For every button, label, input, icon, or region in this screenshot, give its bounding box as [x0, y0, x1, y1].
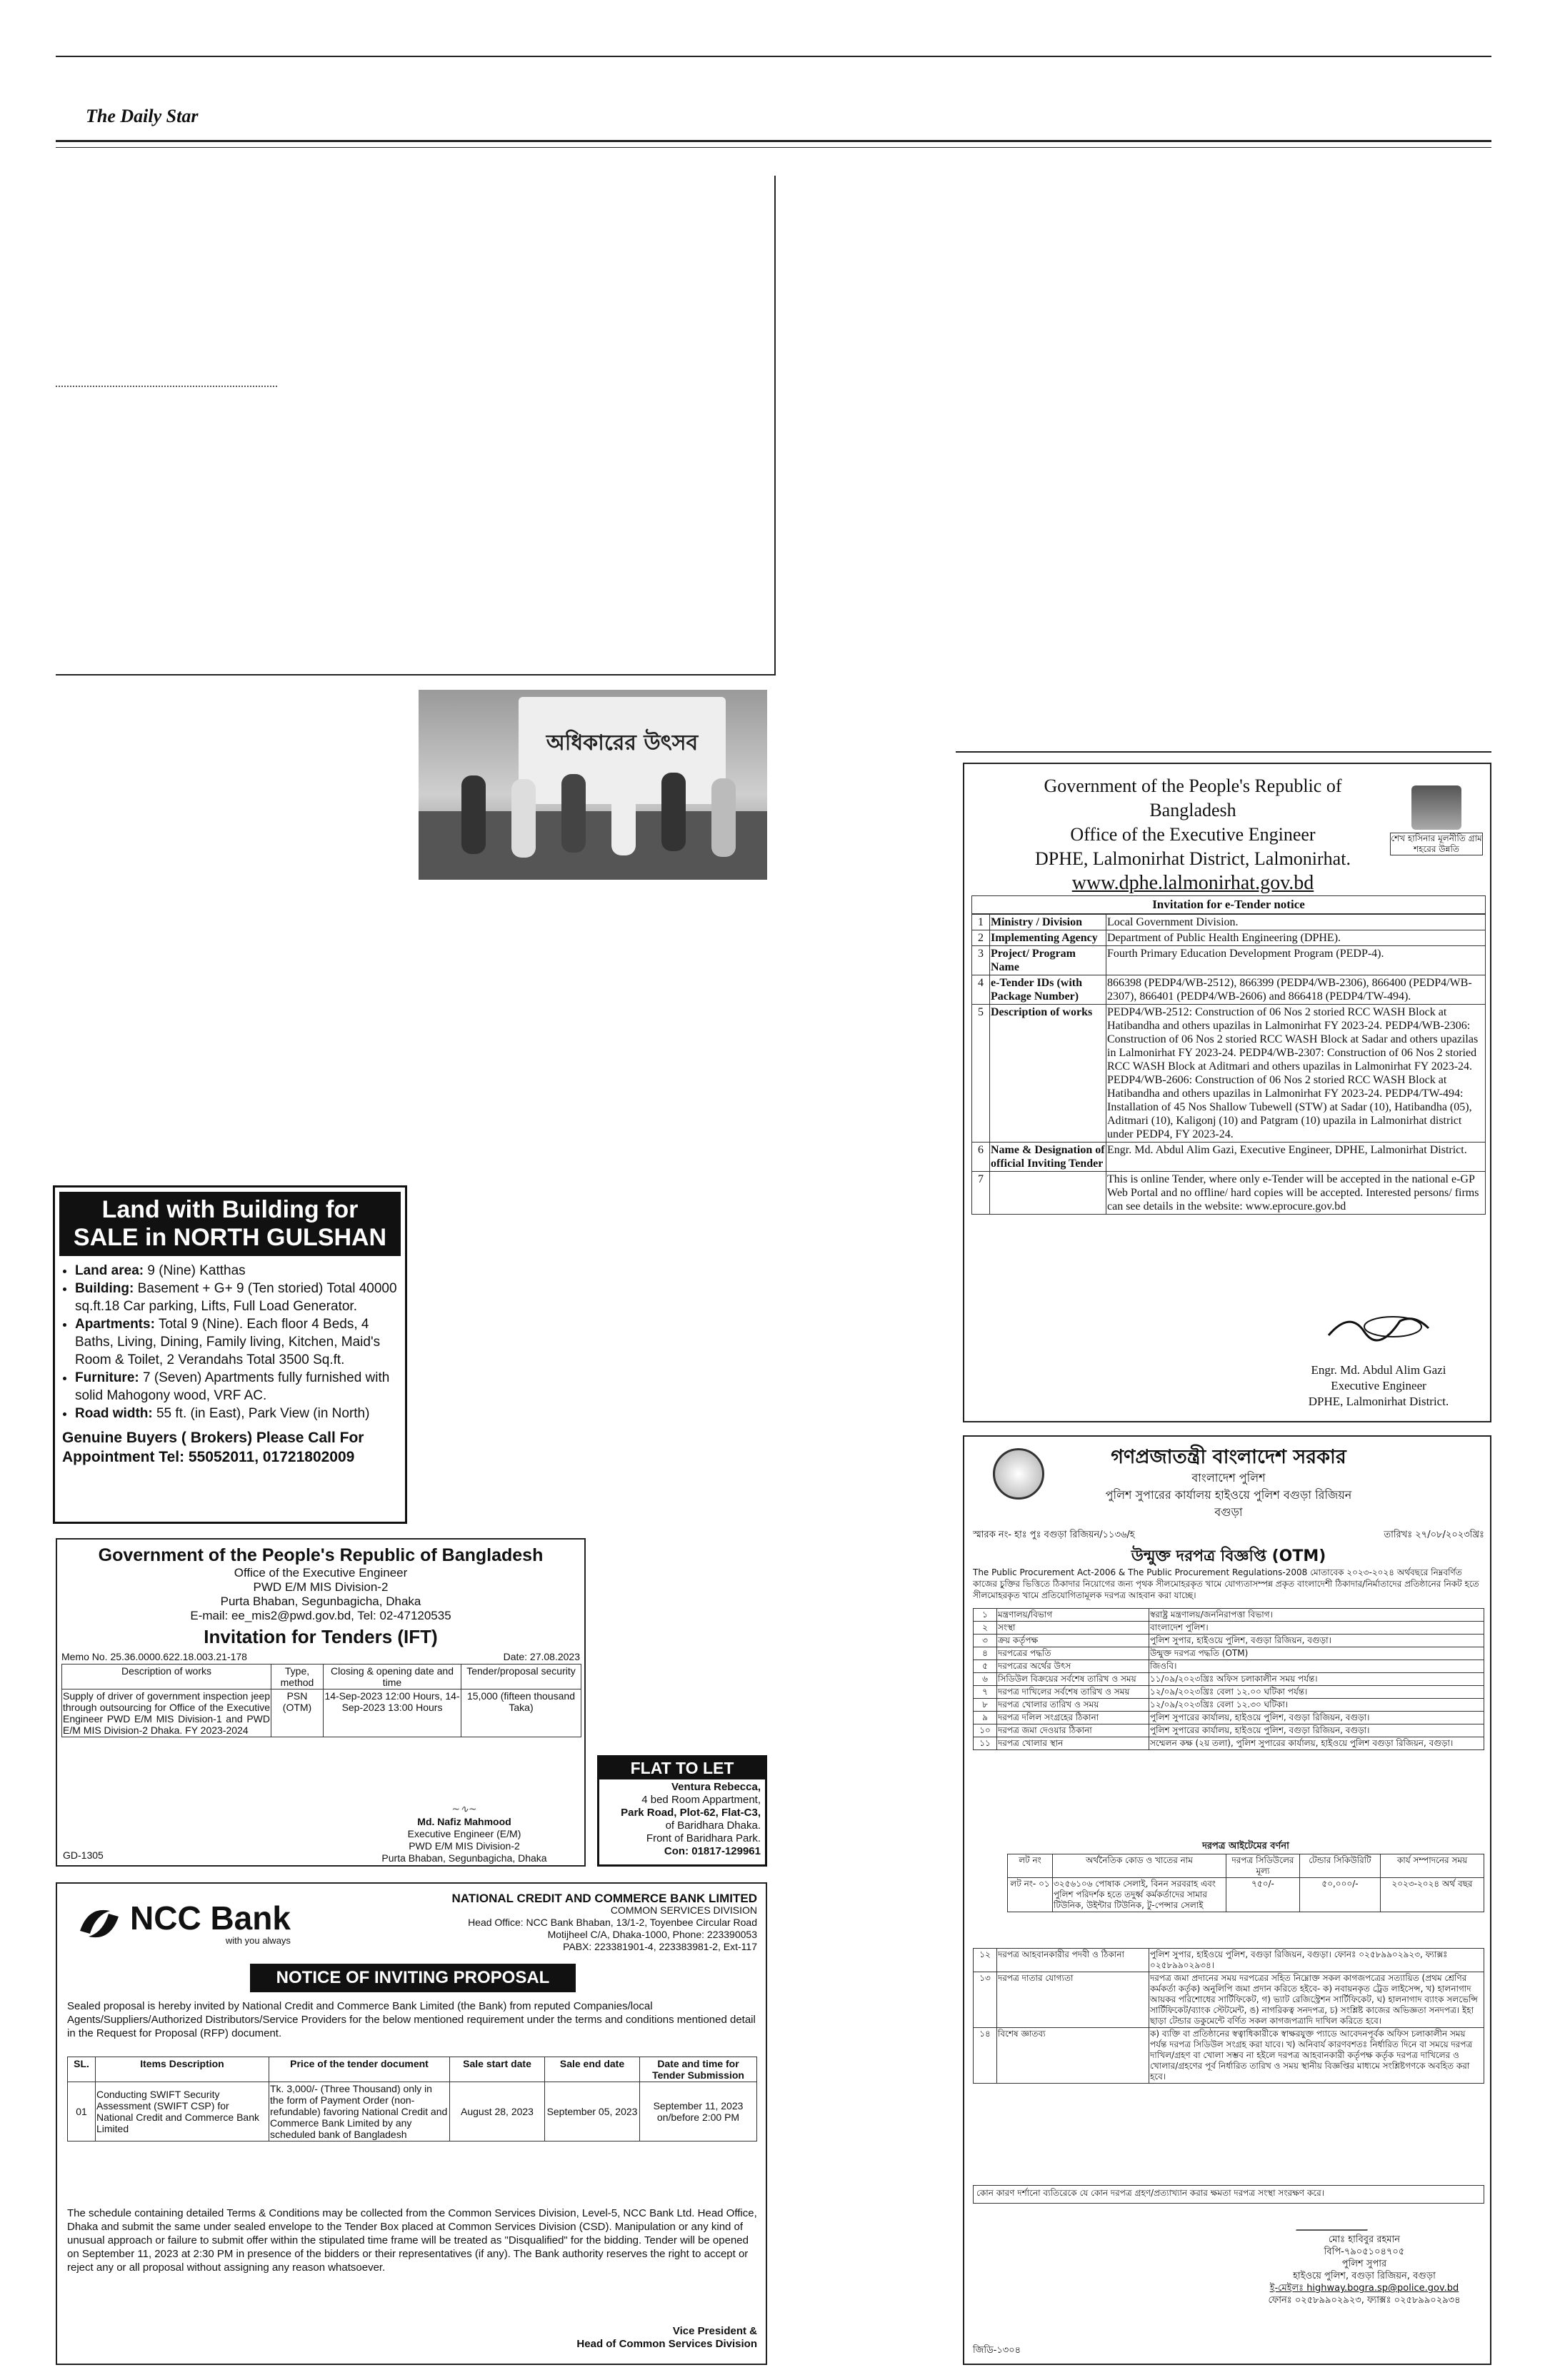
th-code: অর্থনৈতিক কোড ও খাতের নাম: [1053, 1854, 1226, 1878]
list-item: [75, 1369, 398, 1405]
cell: e-Tender IDs (with Package Number): [990, 975, 1106, 1005]
flat-address: Park Road, Plot-62, Flat-C3,: [621, 1807, 761, 1819]
th-price: Price of the tender document: [269, 2057, 450, 2082]
table-row: [974, 1609, 1484, 1622]
cell: দরপত্র আহবানকারীর পদবী ও ঠিকানা: [997, 1949, 1149, 1972]
cell: Engr. Md. Abdul Alim Gazi, Executive Engineer, DPHE, Lalmonirhat District.: [1106, 1143, 1486, 1172]
th-dates: Closing & opening date and time: [324, 1665, 461, 1689]
ncc-address-2: Motijheel C/A, Dhaka-1000, Phone: 223390053: [547, 1929, 757, 1940]
table-row: [974, 1737, 1484, 1750]
th-description: Description of works: [62, 1665, 271, 1689]
police-date: তারিখঃ ২৭/০৮/২০২৩খ্রিঃ: [1384, 1530, 1484, 1540]
pwd-date: Date: 27.08.2023: [503, 1651, 580, 1662]
cell: Tk. 3,000/- (Three Thousand) only in the form of Payment Order (non-refundable) favoring National Credit and Commerce Bank Limited by any scheduled bank of Bangladesh: [269, 2082, 450, 2142]
table-row: [974, 1647, 1484, 1660]
flat-area: of Baridhara Dhaka.: [665, 1819, 761, 1832]
police-table-2: [973, 1948, 1484, 2084]
cell: ৩: [974, 1635, 997, 1647]
police-heading: উন্মুক্ত দরপত্র বিজ্ঞপ্তি (OTM): [1131, 1547, 1326, 1565]
table-row: [974, 1712, 1484, 1724]
pwd-sig-title: Executive Engineer (E/M): [407, 1828, 521, 1839]
cell: 3: [972, 946, 990, 975]
pwd-code: GD-1305: [63, 1849, 104, 1861]
table-row: [972, 1143, 1486, 1172]
table-row: [972, 946, 1486, 975]
cell: ৯: [974, 1712, 997, 1724]
ncc-bank-ad: [56, 1882, 767, 2365]
list-item: [75, 1315, 398, 1369]
police-note: কোন কারণ দর্শানো ব্যতিরেকে যে কোন দরপত্র গ্রহণ/প্রত্যাখ্যান করার ক্ষমতা দরপত্র সংস্থা সংরক্ষণ করে।: [973, 2185, 1484, 2204]
cell: August 28, 2023: [450, 2082, 545, 2142]
dphe-office: Office of the Executive Engineer: [1070, 824, 1316, 845]
pwd-contact: E-mail: ee_mis2@pwd.gov.bd, Tel: 02-47120535: [190, 1609, 451, 1622]
police-emblem-icon: [993, 1448, 1044, 1500]
list-item-label: Apartments:: [75, 1317, 155, 1332]
table-row: [974, 1686, 1484, 1699]
cell: [990, 1172, 1106, 1215]
cell: লট নং- ০১: [1008, 1878, 1053, 1912]
cell: জিওবি।: [1149, 1660, 1484, 1673]
table-row: [974, 1673, 1484, 1686]
dotted-divider: [56, 386, 277, 387]
cell: দরপত্রের অর্থের উৎস: [997, 1660, 1149, 1673]
th-security: টেন্ডার সিকিউরিটি: [1300, 1854, 1381, 1878]
cell: সিডিউল বিক্রয়ের সর্বশেষ তারিখ ও সময়: [997, 1673, 1149, 1686]
pwd-address: Purta Bhaban, Segunbagicha, Dhaka: [220, 1595, 421, 1608]
list-item-text: 55 ft. (in East), Park View (in North): [152, 1406, 370, 1421]
pwd-heading: Invitation for Tenders (IFT): [204, 1626, 438, 1647]
cell: 2: [972, 930, 990, 946]
pwd-signature: ~∿~: [451, 1804, 477, 1815]
dphe-gov: Government of the People's Republic of Bangladesh: [1044, 775, 1342, 820]
flat-landmark: Front of Baridhara Park.: [646, 1832, 761, 1844]
cell: ৭: [974, 1686, 997, 1699]
th-type: Type, method: [271, 1665, 324, 1689]
portrait-icon: [1411, 785, 1461, 830]
cell: Supply of driver of government inspection jeep through outsourcing for Office of the Executive Engineer PWD E/M MIS Division-1 and PWD E/M MIS Division-2 Dhaka. FY 2023-2024: [63, 1690, 270, 1736]
cell: ১৩: [974, 1972, 997, 2028]
cell: ১৪: [974, 2028, 997, 2084]
cell: সম্মেলন কক্ষ (২য় তলা), পুলিশ সুপারের কার্যালয়, হাইওয়ে পুলিশ বগুড়া রিজিয়ন, বগুড়া।: [1149, 1737, 1484, 1750]
ncc-footer: The schedule containing detailed Terms & Conditions may be collected from the Common Services Division, Level-5, NCC Bank Ltd. Head Office, Dhaka and submit the same under sealed envelope to the Tender Box placed at Common Services Division (CSD). Manipulation or any kind of unusual approach or failure to submit offer within the stipulated time frame will be treated as "Disqualified" for the bidding. Tender will be opened on September 11, 2023 at 2:30 PM in presence of the bidders or their representatives (if any). The Bank authority reserves the right to accept or reject any or all proposal without assigning any reason whatsoever.: [67, 2207, 757, 2274]
ncc-division: COMMON SERVICES DIVISION: [610, 1904, 757, 1916]
police-table: [973, 1608, 1484, 1750]
cell: Description of works: [990, 1005, 1106, 1143]
cell: ১২/০৯/২০২৩খ্রিঃ বেলা ১২.০০ ঘটিকা পর্যন্ত।: [1149, 1686, 1484, 1699]
police-signature-icon: [1296, 2208, 1376, 2231]
cell: ১২: [974, 1949, 997, 1972]
cell: ক্রয় কর্তৃপক্ষ: [997, 1635, 1149, 1647]
dphe-website: www.dphe.lalmonirhat.gov.bd: [1071, 872, 1314, 894]
pwd-sig-name: Md. Nafiz Mahmood: [417, 1816, 511, 1827]
table-row: [974, 1699, 1484, 1712]
dphe-district: DPHE, Lalmonirhat District, Lalmonirhat.: [1035, 848, 1351, 869]
table-row: [972, 1172, 1486, 1215]
cell: উন্মুক্ত দরপত্র পদ্ধতি (OTM): [1149, 1647, 1484, 1660]
dphe-sig-title: Executive Engineer: [1331, 1379, 1426, 1392]
cell: ৭৫০/-: [1226, 1878, 1300, 1912]
th-sale-start: Sale start date: [450, 2057, 545, 2082]
police-sig-office: হাইওয়ে পুলিশ, বগুড়া রিজিয়ন, বগুড়া: [1293, 2271, 1436, 2281]
cell: ১১: [974, 1737, 997, 1750]
cell: PEDP4/WB-2512: Construction of 06 Nos 2 storied RCC WASH Block at Hatibandha and others upazilas in Lalmonirhat FY 2023-24. PEDP4/WB-2306: Construction of 06 Nos 2 storied RCC WASH Block at Sadar and others upazilas in Lalmonirhat FY 2023-24. PEDP4/WB-2307: Construction of 06 Nos 2 storied RCC WASH Block at Aditmari and others upazilas in Lalmonirhat FY 2023-24. PEDP4/WB-2606: Construction of 06 Nos 2 storied RCC WASH Block at Hatibandha and others upazilas in Lalmonirhat FY 2023-24. PEDP4/TW-494: Installation of 45 Nos Shallow Tubewell (STW) at Sadar (10), Hatibandha (05), Aditmari (10), Kaligonj (10) and Patgram (10) upazila in Lalmonirhat district under PEDP4, FY 2023-24.: [1106, 1005, 1486, 1143]
th-sale-end: Sale end date: [545, 2057, 640, 2082]
cell: Conducting SWIFT Security Assessment (SWIFT CSP) for National Credit and Commerce Bank Limited: [96, 2082, 269, 2142]
police-sig-name: মোঃ হাবিবুর রহমান: [1328, 2234, 1401, 2245]
cell: ১২/০৯/২০২৩খ্রিঃ বেলা ১২.৩০ ঘটিকা।: [1149, 1699, 1484, 1712]
ncc-address-3: PABX: 223381901-4, 223383981-2, Ext-117: [563, 1941, 757, 1952]
table-row: [972, 975, 1486, 1005]
pwd-division: PWD E/M MIS Division-2: [253, 1580, 389, 1594]
land-ad-features: [62, 1262, 398, 1422]
land-ad-cta: Genuine Buyers ( Brokers) Please Call For Appointment Tel: 55052011, 01721802009: [62, 1430, 364, 1465]
cell: Ministry / Division: [990, 915, 1106, 930]
ncc-banner-text: NOTICE OF INVITING PROPOSAL: [276, 1968, 550, 1987]
flat-type: 4 bed Room Appartment,: [641, 1794, 761, 1806]
police-intro: The Public Procurement Act-2006 & The Public Procurement Regulations-2008 মোতাবেক ২০২৩-২০২৪ অর্থবছরে নিম্নবর্ণিত কাজের চুক্তির ভিত্তিতে ঠিকাদার নিয়োগের জন্য পৃথক সীলমোহরকৃত খামে যোগ্যতাসম্পন্ন প্রকৃত বাংলাদেশী ঠিকাদার/নির্মাতাদের প্রতিষ্ঠানের নিকট হতে সীলমোহরকৃত খামে প্রতিযোগিতামূলক দরপত্র আহবান করা যাচ্ছে।: [973, 1567, 1479, 1600]
land-ad-heading: Land with Building for SALE in NORTH GULSHAN: [59, 1192, 401, 1256]
pwd-title: Government of the People's Republic of Bangladesh: [98, 1545, 544, 1565]
list-item: [75, 1405, 398, 1422]
cell: ২০২৩-২০২৪ অর্থ বছর: [1381, 1878, 1484, 1912]
cell: 866398 (PEDP4/WB-2512), 866399 (PEDP4/WB-2306), 866400 (PEDP4/WB-2307), 866401 (PEDP4/WB-2606) and 866418 (PEDP4/TW-494).: [1106, 975, 1486, 1005]
cell: Implementing Agency: [990, 930, 1106, 946]
cell: দরপত্রের পদ্ধতি: [997, 1647, 1149, 1660]
ncc-sig-2: Head of Common Services Division: [576, 2338, 757, 2350]
police-otm-ad: [963, 1435, 1491, 2365]
flat-building: Ventura Rebecca,: [671, 1781, 761, 1793]
police-items-table: [1007, 1854, 1484, 1912]
list-item-text: 9 (Nine) Katthas: [144, 1263, 246, 1278]
dphe-sig-name: Engr. Md. Abdul Alim Gazi: [1311, 1363, 1446, 1377]
cell: স্বরাষ্ট্র মন্ত্রণালয়/জননিরাপত্তা বিভাগ।: [1149, 1609, 1484, 1622]
cell: Project/ Program Name: [990, 946, 1106, 975]
cell: দরপত্র দলিল সংগ্রহের ঠিকানা: [997, 1712, 1149, 1724]
list-item-label: Building:: [75, 1281, 134, 1296]
cell: দরপত্র খোলার স্থান: [997, 1737, 1149, 1750]
cell: ১: [974, 1609, 997, 1622]
cell: ৫০,০০০/-: [1300, 1878, 1381, 1912]
table-row: [62, 1689, 581, 1737]
ncc-logo-text: NCC Bank: [130, 1899, 291, 1937]
banner-text: অধিকারের উৎসব: [546, 730, 699, 755]
cell: ৩২৫৬১০৬ পোষাক সেলাই, বিনন সরবরাহ এবং পুলিশ পরিদর্শক হতে তদুর্ধ্ব কর্মকর্তাদের সামার টিউনিক, উইন্টার টিউনিক, টু-পেন্সার সেলাই: [1053, 1878, 1226, 1912]
cell: সংস্থা: [997, 1622, 1149, 1635]
cell: 5: [972, 1005, 990, 1143]
dphe-logo-caption: শেখ হাসিনার মূলনীতি গ্রাম শহরের উন্নতি: [1391, 833, 1482, 854]
ncc-tagline: with you always: [225, 1935, 291, 1946]
cell: This is online Tender, where only e-Tender will be accepted in the national e-GP Web Portal and no offline/ hard copies will be accepted. Interested persons/ firms can see details in the website: www.eprocure.gov.bd: [1106, 1172, 1486, 1215]
pwd-sig-division: PWD E/M MIS Division-2: [409, 1840, 520, 1852]
ncc-org: NATIONAL CREDIT AND COMMERCE BANK LIMITED: [451, 1892, 757, 1905]
list-item: [75, 1280, 398, 1315]
cell: 6: [972, 1143, 990, 1172]
table-row: [974, 1660, 1484, 1673]
th-duration: কার্য সম্পাদনের সময়: [1381, 1854, 1484, 1878]
cell: September 11, 2023 on/before 2:00 PM: [640, 2082, 757, 2142]
cell: ৫: [974, 1660, 997, 1673]
table-row: [972, 1005, 1486, 1143]
cell: ৬: [974, 1673, 997, 1686]
flat-heading: FLAT TO LET: [599, 1757, 765, 1779]
column-divider: [774, 176, 776, 676]
cell: পুলিশ সুপার, হাইওয়ে পুলিশ, বগুড়া রিজিয়ন, বগুড়া।: [1149, 1635, 1484, 1647]
table-row: [974, 1724, 1484, 1737]
police-email: ই-মেইলঃ highway.bogra.sp@police.gov.bd: [1269, 2283, 1459, 2294]
cell: ১১/০৯/২০২৩খ্রিঃ অফিস চলাকালীন সময় পর্যন্ত।: [1149, 1673, 1484, 1686]
cell: পুলিশ সুপারের কার্যালয়, হাইওয়ে পুলিশ, বগুড়া রিজিয়ন, বগুড়া।: [1149, 1712, 1484, 1724]
event-photo: [419, 690, 767, 880]
cell: মন্ত্রণালয়/বিভাগ: [997, 1609, 1149, 1622]
list-item-text: Total 9 (Nine). Each floor 4 Beds, 4 Baths, Living, Dining, Family living, Kitchen, Maid's Room & Toilet, 2 Verandahs Total 3500 Sq.ft.: [75, 1317, 381, 1367]
cell: 14-Sep-2023 12:00 Hours, 14-Sep-2023 13:00 Hours: [324, 1689, 461, 1737]
pwd-memo: Memo No. 25.36.0000.622.18.003.21-178: [61, 1651, 247, 1662]
cell: দরপত্র জমা দেওয়ার ঠিকানা: [997, 1724, 1149, 1737]
cell: পুলিশ সুপারের কার্যালয়, হাইওয়ে পুলিশ, বগুড়া রিজিয়ন, বগুড়া।: [1149, 1724, 1484, 1737]
table-row: [974, 1635, 1484, 1647]
list-item-label: Land area:: [75, 1263, 144, 1278]
cell: ১০: [974, 1724, 997, 1737]
dphe-sig-office: DPHE, Lalmonirhat District.: [1308, 1395, 1449, 1408]
list-item-label: Furniture:: [75, 1370, 139, 1385]
list-item-text: 7 (Seven) Apartments fully furnished with solid Mahogony wood, VRF AC.: [75, 1370, 390, 1403]
signature-icon: [1321, 1307, 1436, 1350]
dphe-logo: [1390, 785, 1483, 871]
th-submission: Date and time for Tender Submission: [640, 2057, 757, 2082]
cell: Name & Designation of official Inviting Tender: [990, 1143, 1106, 1172]
th-item: Items Description: [96, 2057, 269, 2082]
table-row: [68, 2082, 757, 2142]
pwd-sig-address: Purta Bhaban, Segunbagicha, Dhaka: [381, 1852, 547, 1864]
police-code: জিডি-১৩০৪: [973, 2345, 1021, 2356]
cell: 15,000 (fifteen thousand Taka): [461, 1689, 581, 1737]
ncc-sig-1: Vice President &: [672, 2325, 757, 2337]
flat-contact: Con: 01817-129961: [664, 1845, 761, 1857]
ncc-logo-icon: [74, 1902, 124, 1945]
list-item: [75, 1262, 398, 1280]
cell: PSN (OTM): [271, 1689, 324, 1737]
cell: Department of Public Health Engineering (DPHE).: [1106, 930, 1486, 946]
dphe-signature: [1321, 1307, 1436, 1350]
cell: Fourth Primary Education Development Program (PEDP-4).: [1106, 946, 1486, 975]
cell: ২: [974, 1622, 997, 1635]
list-item-label: Road width:: [75, 1406, 153, 1421]
th-sl: SL.: [68, 2057, 96, 2082]
police-city: বগুড়া: [1214, 1505, 1243, 1519]
table-row: [974, 1949, 1484, 1972]
cell: 4: [972, 975, 990, 1005]
cell: পুলিশ সুপার, হাইওয়ে পুলিশ, বগুড়া রিজিয়ন, বগুড়া। ফোনঃ ০২৫৮৯৯০২৯২৩, ফ্যাক্সঃ ০২৫৮৯৯০২৯৩৪।: [1149, 1949, 1484, 1972]
table-row: [972, 930, 1486, 946]
cell: দরপত্র খোলার তারিখ ও সময়: [997, 1699, 1149, 1712]
police-title: গণপ্রজাতন্ত্রী বাংলাদেশ সরকার: [1111, 1446, 1346, 1468]
table-row: [972, 915, 1486, 930]
police-sig-bp: বিপি-৭৯০৫১০৪৭০৫: [1324, 2246, 1405, 2257]
land-sale-ad: [53, 1185, 407, 1524]
table-row: [974, 1972, 1484, 2028]
cell: দরপত্র জমা প্রদানের সময় দরপত্রের সহিত নিম্নোক্ত সকল কাগজপত্রের সত্যায়িত (প্রথম শ্রেণির কর্মকর্তা কর্তৃক) অনুলিপি জমা প্রদান করিতে হইবে- ক) নবায়নকৃত ট্রেড লাইসেন্স, খ) হালনাগাদ আয়কর পরিশোধের সার্টিফিকেট, গ) ভ্যাট রেজিস্ট্রেশন সার্টিফিকেট, ঘ) হালনাগাদ ব্যাংক সলভেন্সি সার্টিফিকেট/ব্যাংক স্টেটমেন্ট, ঙ) নাগরিকত্ব সনদপত্র, চ) সংশ্লিষ্ট কাজের অভিজ্ঞতা সনদপত্র। ইহা ছাড়া টেন্ডার ডকুমেন্টে বর্ণিত সকল কাগজপত্রাদি দাখিল করিতে হবে।: [1149, 1972, 1484, 2028]
ncc-table: [67, 2057, 757, 2142]
th-security: Tender/proposal security: [461, 1665, 581, 1689]
cell: বাংলাদেশ পুলিশ।: [1149, 1622, 1484, 1635]
cell: বিশেষ জ্ঞাতব্য: [997, 2028, 1149, 2084]
cell: ক) ব্যক্তি বা প্রতিষ্ঠানের স্বত্বাধিকারীকে স্বাক্ষরযুক্ত প্যাডে আবেদনপূর্বক অফিস চলাকালীন সময় পর্যন্ত দরপত্র সিডিউল সংগ্রহ করা যাবে। খ) অনিবার্য কারণবশতঃ নির্ধারিত দিনে বা সময়ে দরপত্র দাখিল/গ্রহণ বা খোলা সম্ভব না হইলে দরপত্র আহবানকারী কর্তৃপক্ষ কর্তৃক দরপত্র দাখিলের ও খোলার/গ্রহণের পূর্ব নির্ধারিত তারিখ ও সময় স্থানীয় বিজ্ঞপ্তির মাধ্যমে সংশ্লিষ্টগণকে অবহিত করা হবে।: [1149, 2028, 1484, 2084]
list-item-text: Basement + G+ 9 (Ten storied) Total 40000 sq.ft.18 Car parking, Lifts, Full Load Generator.: [75, 1281, 397, 1314]
police-phone: ফোনঃ ০২৫৮৯৯০২৯২৩, ফ্যাক্সঃ ০২৫৮৯৯০২৯৩৪: [1268, 2295, 1461, 2306]
dphe-heading: Invitation for e-Tender notice: [971, 895, 1486, 914]
pwd-office: Office of the Executive Engineer: [234, 1566, 408, 1580]
dphe-table: [971, 914, 1486, 1215]
masthead-title: The Daily Star: [86, 106, 199, 126]
th-schedule-price: দরপত্র সিডিউলের মূল্য: [1226, 1854, 1300, 1878]
cell: দরপত্র দাতার যোগ্যতা: [997, 1972, 1149, 2028]
cell: ৮: [974, 1699, 997, 1712]
police-org: বাংলাদেশ পুলিশ: [1191, 1471, 1266, 1485]
cell: 01: [68, 2082, 96, 2142]
cell: 1: [972, 915, 990, 930]
pwd-tender-ad: [56, 1538, 586, 1867]
ncc-intro: Sealed proposal is hereby invited by National Credit and Commerce Bank Limited (the Bank) from reputed Companies/local Agents/Suppliers/Authorized Distributors/Service Providers for the below mentioned requirement under the terms and conditions mentioned detail in the Request for Proposal (RFP) document.: [67, 2000, 756, 2039]
pwd-table: [61, 1664, 581, 1737]
cell: দরপত্র দাখিলের সর্বশেষ তারিখ ও সময়: [997, 1686, 1149, 1699]
police-office: পুলিশ সুপারের কার্যালয় হাইওয়ে পুলিশ বগুড়া রিজিয়ন: [1105, 1488, 1352, 1502]
cell: ৪: [974, 1647, 997, 1660]
cell: 7: [972, 1172, 990, 1215]
dphe-etender-ad: [963, 763, 1491, 1422]
police-sub-heading: দরপত্র আইটেমের বর্ণনা: [1202, 1841, 1289, 1852]
police-sig-title: পুলিশ সুপার: [1341, 2259, 1387, 2269]
cell: Local Government Division.: [1106, 915, 1486, 930]
flat-to-let-ad: [597, 1755, 767, 1867]
table-row: [974, 1622, 1484, 1635]
ncc-address-1: Head Office: NCC Bank Bhaban, 13/1-2, Toyenbee Circular Road: [468, 1917, 757, 1928]
police-memo: স্মারক নং- হাঃ পুঃ বগুড়া রিজিয়ন/১১৩৬/হ: [973, 1530, 1135, 1540]
table-row: [1008, 1878, 1484, 1912]
table-row: [974, 2028, 1484, 2084]
cell: September 05, 2023: [545, 2082, 640, 2142]
th-lot: লট নং: [1008, 1854, 1053, 1878]
